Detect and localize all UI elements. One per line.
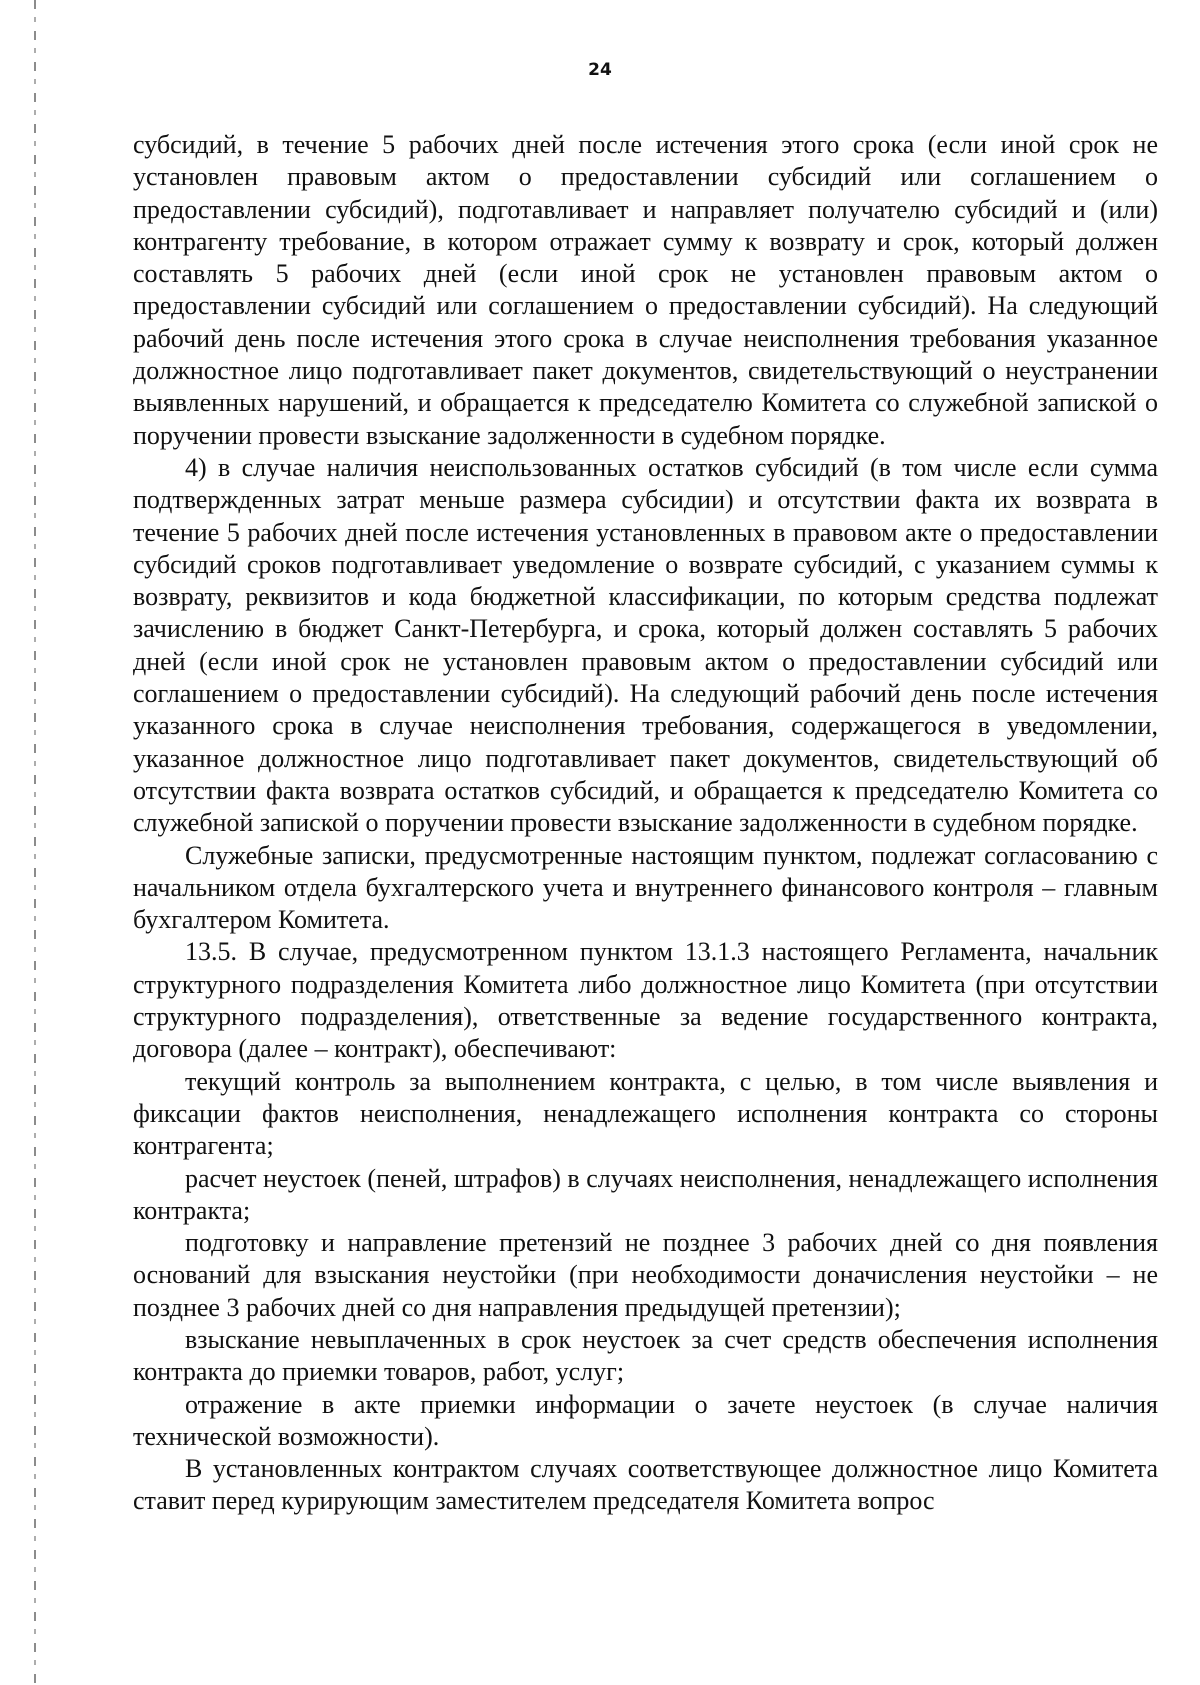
paragraph-list-item: текущий контроль за выполнением контракта, с целью, в том числе выявления и фиксации фактов неисполнения, ненадлежащего исполнения контракта со стороны контрагента;	[133, 1066, 1158, 1161]
paragraph-final: В установленных контрактом случаях соответствующее должностное лицо Комитета ставит перед курирующим заместителем председателя Комитета вопрос	[133, 1454, 1158, 1516]
paragraph-list-item: расчет неустоек (пеней, штрафов) в случаях неисполнения, ненадлежащего исполнения контракта;	[133, 1163, 1158, 1225]
paragraph-item-4: 4) в случае наличия неиспользованных остатков субсидий (в том числе если сумма подтвержденных затрат меньше размера субсидии) и отсутствии факта их возврата в течение 5 рабочих дней после истечения установленных в правовом акте о предоставлении субсидий сроков подготавливает уведомление о возврате субсидий, с указанием суммы к возврату, реквизитов и кода бюджетной классификации, по которым средства подлежат зачислению в бюджет Санкт-Петербурга, и срока, который должен составлять 5 рабочих дней (если иной срок не установлен правовым актом о предоставлении субсидий или соглашением о предоставлении субсидий). На следующий рабочий день после истечения указанного срока в случае неисполнения требования, содержащегося в уведомлении, указанное должностное лицо подготавливает пакет документов, свидетельствующий об отсутствии факта возврата остатков субсидий, и обращается к председателю Комитета со служебной запиской о поручении провести взыскание задолженности в судебном порядке.	[133, 452, 1158, 838]
scan-edge-artifact	[34, 0, 36, 1685]
paragraph-memos: Служебные записки, предусмотренные настоящим пунктом, подлежат согласованию с начальником отдела бухгалтерского учета и внутреннего финансового контроля – главным бухгалтером Комитета.	[133, 840, 1158, 935]
document-body	[133, 129, 1158, 1518]
paragraph-list-item: взыскание невыплаченных в срок неустоек за счет средств обеспечения исполнения контракта до приемки товаров, работ, услуг;	[133, 1324, 1158, 1387]
paragraph-continuation: субсидий, в течение 5 рабочих дней после истечения этого срока (если иной срок не установлен правовым актом о предоставлении субсидий или соглашением о предоставлении субсидий), подготавливает и направляет получателю субсидий и (или) контрагенту требование, в котором отражает сумму к возврату и срок, который должен составлять 5 рабочих дней (если иной срок не установлен правовым актом о предоставлении субсидий или соглашением о предоставлении субсидий). На следующий рабочий день после истечения этого срока в случае неисполнения требования указанное должностное лицо подготавливает пакет документов, свидетельствующий о неустранении выявленных нарушений, и обращается к председателю Комитета со служебной запиской о поручении провести взыскание задолженности в судебном порядке.	[133, 130, 1158, 450]
paragraph-list-item: подготовку и направление претензий не позднее 3 рабочих дней со дня появления оснований для взыскания неустойки (при необходимости доначисления неустойки – не позднее 3 рабочих дней со дня направления предыдущей претензии);	[133, 1228, 1158, 1322]
paragraph-13-5: 13.5. В случае, предусмотренном пунктом 13.1.3 настоящего Регламента, начальник структурного подразделения Комитета либо должностное лицо Комитета (при отсутствии структурного подразделения), ответственные за ведение государственного контракта, договора (далее – контракт), обеспечивают:	[133, 937, 1158, 1064]
page-number: 24	[588, 60, 612, 80]
paragraph-list-item: отражение в акте приемки информации о зачете неустоек (в случае наличия технической возможности).	[133, 1389, 1158, 1451]
